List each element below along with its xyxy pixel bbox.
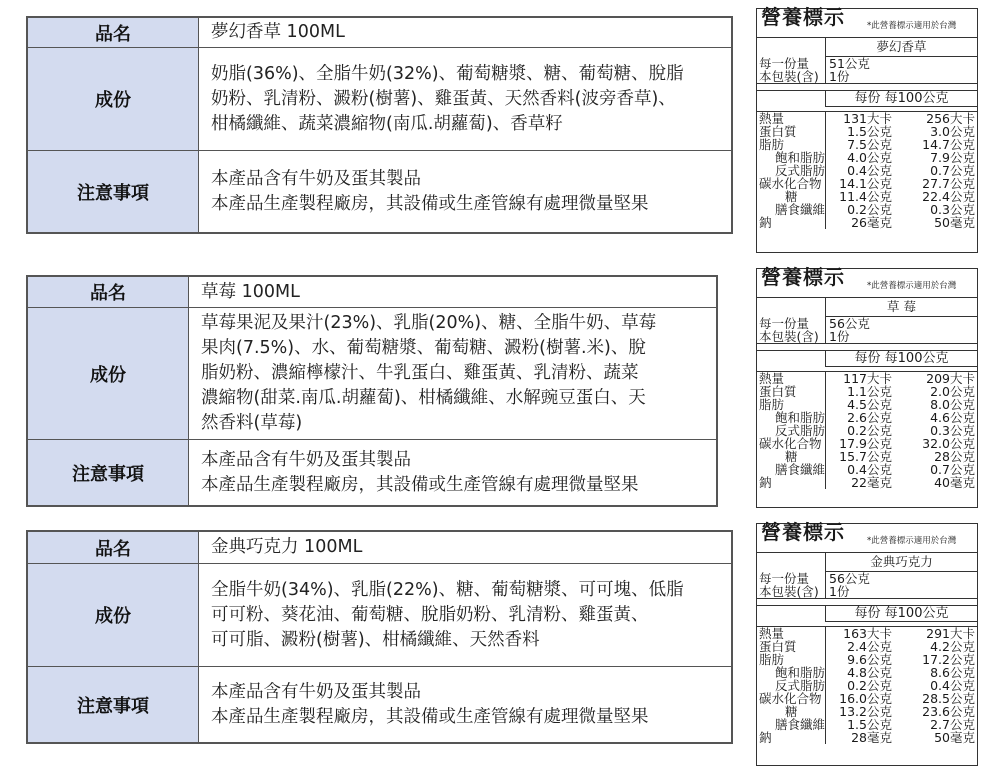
per-serving-value: 0.4公克	[847, 163, 892, 178]
nutrition-rows	[757, 372, 977, 489]
per-serving-value: 0.4公克	[847, 462, 892, 477]
row-label: 碳水化合物	[759, 691, 822, 706]
per-100g-value: 209大卡	[926, 371, 975, 386]
per-100g-value: 3.0公克	[930, 124, 975, 139]
row-label: 膳食纖維	[775, 202, 826, 217]
product-info-table	[26, 530, 733, 744]
row-label: 糖	[785, 704, 798, 719]
per-serving-value: 13.2公克	[839, 704, 892, 719]
serving-size-value: 51公克	[829, 56, 870, 71]
per-100g-value: 50毫克	[934, 730, 975, 745]
product-info-table	[26, 275, 718, 507]
row-label: 熱量	[759, 371, 785, 386]
per-100g-value: 256大卡	[926, 111, 975, 126]
per-serving-value: 2.4公克	[847, 639, 892, 654]
label-notice: 注意事項	[28, 667, 199, 743]
notice-line: 本產品生產製程廠房，其設備或生產管線有處理微量堅果	[211, 193, 649, 214]
serving-info	[757, 317, 977, 344]
per-100g-value: 50毫克	[934, 215, 975, 230]
notice-text	[199, 151, 732, 233]
ingredients-line: 奶脂(36%)、全脂牛奶(32%)、葡萄糖漿、糖、葡萄糖、脫脂	[211, 63, 684, 84]
row-label: 蛋白質	[759, 384, 797, 399]
nutrition-title: 營養標示	[761, 265, 845, 289]
per-serving-value: 4.0公克	[847, 150, 892, 165]
per-serving-value: 1.5公克	[847, 717, 892, 732]
nutrition-facts-panel	[756, 265, 978, 508]
serving-size-label: 每一份量	[759, 571, 810, 586]
label-name: 品名	[28, 18, 199, 48]
per-100g-value: 28公克	[934, 449, 975, 464]
per-serving-value: 9.6公克	[847, 652, 892, 667]
servings-value: 1份	[829, 69, 850, 84]
label-name: 品名	[28, 277, 189, 308]
per-100g-value: 17.2公克	[922, 652, 975, 667]
per-serving-value: 15.7公克	[839, 449, 892, 464]
notice-text	[189, 440, 717, 506]
per-100g-value: 8.0公克	[930, 397, 975, 412]
per-100g-value: 0.3公克	[930, 202, 975, 217]
row-label: 熱量	[759, 111, 785, 126]
ingredients-line: 全脂牛奶(34%)、乳脂(22%)、糖、葡萄糖漿、可可塊、低脂	[211, 579, 684, 600]
label-name: 品名	[28, 532, 199, 564]
per-serving-value: 7.5公克	[847, 137, 892, 152]
notice-line: 本產品生產製程廠房，其設備或生產管線有處理微量堅果	[211, 706, 649, 727]
per-100g-value: 0.7公克	[930, 163, 975, 178]
nutrition-note: *此營養標示適用於台灣	[867, 21, 957, 31]
label-notice: 注意事項	[28, 151, 199, 233]
servings-value: 1份	[829, 584, 850, 599]
per-serving-value: 22毫克	[851, 475, 892, 490]
nutrition-product-name: 草 莓	[825, 298, 977, 317]
per-serving-value: 117大卡	[843, 371, 892, 386]
row-label: 反式脂肪	[775, 163, 826, 178]
nutrition-column-header: 每份 每100公克	[825, 91, 977, 107]
product-name: 草莓 100ML	[189, 277, 717, 308]
per-serving-value: 4.8公克	[847, 665, 892, 680]
serving-size-label: 每一份量	[759, 56, 810, 71]
per-100g-value: 22.4公克	[922, 189, 975, 204]
nutrition-column-header: 每份 每100公克	[825, 351, 977, 367]
serving-info	[757, 57, 977, 84]
nutrition-title: 營養標示	[761, 520, 845, 544]
ingredients-line: 然香料(草莓)	[201, 413, 303, 433]
per-serving-value: 16.0公克	[839, 691, 892, 706]
per-100g-value: 2.0公克	[930, 384, 975, 399]
row-label: 膳食纖維	[775, 717, 826, 732]
nutrition-facts-panel	[756, 5, 978, 253]
row-label: 糖	[785, 449, 798, 464]
nutrition-facts-panel	[756, 520, 978, 766]
nutrition-rows	[757, 112, 977, 229]
per-100g-value: 0.4公克	[930, 678, 975, 693]
product-block-vanilla	[0, 5, 1000, 253]
nutrition-product-name: 金典巧克力	[825, 553, 977, 572]
per-100g-value: 8.6公克	[930, 665, 975, 680]
product-name: 夢幻香草 100ML	[199, 18, 732, 48]
label-ingredients: 成份	[28, 564, 199, 667]
ingredients-line: 草莓果泥及果汁(23%)、乳脂(20%)、糖、全脂牛奶、草莓	[201, 313, 657, 333]
row-label: 脂肪	[759, 397, 785, 412]
row-label: 飽和脂肪	[775, 150, 826, 165]
nutrition-rows	[757, 627, 977, 744]
row-label: 飽和脂肪	[775, 410, 826, 425]
ingredients-text	[199, 48, 732, 151]
product-block-strawberry	[0, 265, 1000, 508]
per-serving-value: 17.9公克	[839, 436, 892, 451]
serving-info	[757, 572, 977, 599]
per-serving-value: 0.2公克	[847, 202, 892, 217]
row-label: 脂肪	[759, 137, 785, 152]
row-label: 碳水化合物	[759, 176, 822, 191]
row-label: 蛋白質	[759, 639, 797, 654]
per-100g-value: 0.3公克	[930, 423, 975, 438]
row-label: 鈉	[759, 730, 772, 745]
per-serving-value: 2.6公克	[847, 410, 892, 425]
notice-line: 本產品含有牛奶及蛋其製品	[211, 168, 421, 189]
per-serving-value: 11.4公克	[839, 189, 892, 204]
row-label: 糖	[785, 189, 798, 204]
per-100g-value: 32.0公克	[922, 436, 975, 451]
per-serving-value: 1.5公克	[847, 124, 892, 139]
per-100g-value: 2.7公克	[930, 717, 975, 732]
per-100g-value: 27.7公克	[922, 176, 975, 191]
row-label: 蛋白質	[759, 124, 797, 139]
notice-line: 本產品含有牛奶及蛋其製品	[211, 681, 421, 702]
per-100g-value: 4.6公克	[930, 410, 975, 425]
product-name: 金典巧克力 100ML	[199, 532, 732, 564]
notice-line: 本產品生產製程廠房，其設備或生產管線有處理微量堅果	[201, 474, 639, 495]
per-100g-value: 7.9公克	[930, 150, 975, 165]
ingredients-line: 奶粉、乳清粉、澱粉(樹薯)、雞蛋黃、天然香料(波旁香草)、	[211, 88, 676, 109]
row-label: 膳食纖維	[775, 462, 826, 477]
notice-line: 本產品含有牛奶及蛋其製品	[201, 449, 411, 470]
ingredients-line: 脂奶粉、濃縮檸檬汁、牛乳蛋白、雞蛋黃、乳清粉、蔬菜	[201, 363, 639, 383]
per-100g-value: 40毫克	[934, 475, 975, 490]
row-label: 熱量	[759, 626, 785, 641]
per-100g-value: 0.7公克	[930, 462, 975, 477]
label-ingredients: 成份	[28, 308, 189, 440]
nutrition-note: *此營養標示適用於台灣	[867, 281, 957, 291]
label-ingredients: 成份	[28, 48, 199, 151]
row-label: 反式脂肪	[775, 423, 826, 438]
servings-value: 1份	[829, 329, 850, 344]
servings-label: 本包裝(含)	[759, 69, 819, 84]
per-serving-value: 0.2公克	[847, 423, 892, 438]
serving-size-label: 每一份量	[759, 316, 810, 331]
per-serving-value: 14.1公克	[839, 176, 892, 191]
serving-size-value: 56公克	[829, 571, 870, 586]
per-serving-value: 4.5公克	[847, 397, 892, 412]
per-serving-value: 26毫克	[851, 215, 892, 230]
per-serving-value: 1.1公克	[847, 384, 892, 399]
ingredients-line: 可可粉、葵花油、葡萄糖、脫脂奶粉、乳清粉、雞蛋黃、	[211, 604, 649, 625]
row-label: 碳水化合物	[759, 436, 822, 451]
ingredients-line: 可可脂、澱粉(樹薯)、柑橘纖維、天然香料	[211, 629, 540, 650]
serving-size-value: 56公克	[829, 316, 870, 331]
row-label: 脂肪	[759, 652, 785, 667]
servings-label: 本包裝(含)	[759, 584, 819, 599]
product-block-chocolate	[0, 520, 1000, 766]
nutrition-product-name: 夢幻香草	[825, 38, 977, 57]
per-100g-value: 4.2公克	[930, 639, 975, 654]
nutrition-column-header: 每份 每100公克	[825, 606, 977, 622]
per-serving-value: 28毫克	[851, 730, 892, 745]
per-100g-value: 14.7公克	[922, 137, 975, 152]
servings-label: 本包裝(含)	[759, 329, 819, 344]
product-info-table	[26, 16, 733, 234]
notice-text	[199, 667, 732, 743]
per-100g-value: 291大卡	[926, 626, 975, 641]
per-100g-value: 23.6公克	[922, 704, 975, 719]
per-100g-value: 28.5公克	[922, 691, 975, 706]
per-serving-value: 131大卡	[843, 111, 892, 126]
nutrition-note: *此營養標示適用於台灣	[867, 536, 957, 546]
row-label: 鈉	[759, 215, 772, 230]
ingredients-text	[189, 308, 717, 440]
per-serving-value: 0.2公克	[847, 678, 892, 693]
per-serving-value: 163大卡	[843, 626, 892, 641]
ingredients-text	[199, 564, 732, 667]
row-label: 飽和脂肪	[775, 665, 826, 680]
row-label: 鈉	[759, 475, 772, 490]
ingredients-line: 濃縮物(甜菜.南瓜.胡蘿蔔)、柑橘纖維、水解豌豆蛋白、天	[201, 388, 646, 408]
nutrition-title: 營養標示	[761, 5, 845, 29]
ingredients-line: 果肉(7.5%)、水、葡萄糖漿、葡萄糖、澱粉(樹薯.米)、脫	[201, 338, 646, 358]
label-notice: 注意事項	[28, 440, 189, 506]
ingredients-line: 柑橘纖維、蔬菜濃縮物(南瓜.胡蘿蔔)、香草籽	[211, 113, 563, 134]
row-label: 反式脂肪	[775, 678, 826, 693]
